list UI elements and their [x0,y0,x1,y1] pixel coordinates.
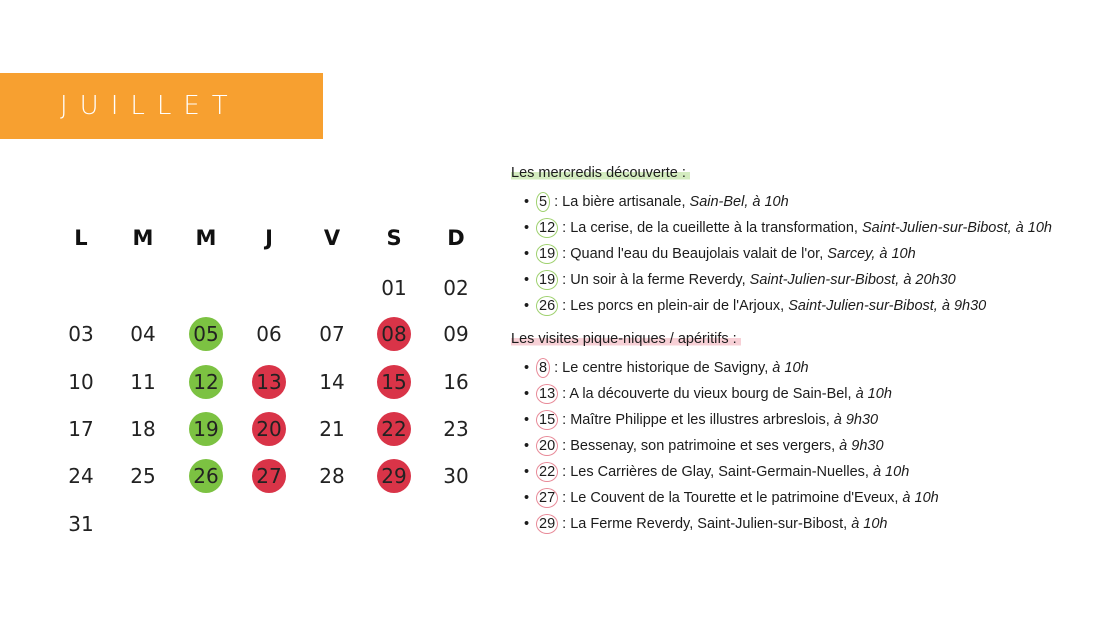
section-title-text: Les visites pique-niques / apéritifs : [511,331,741,347]
event-title: : Les Carrières de Glay, Saint-Germain-Nuelles, [558,464,873,480]
event-detail: Sain-Bel, à 10h [689,194,789,210]
calendar-day [436,366,476,398]
month-title: JUILLET [60,91,240,121]
event-title: : La bière artisanale, [550,194,690,210]
event-day-number: 19 [536,270,558,290]
calendar-day [61,460,101,492]
calendar-day-red [374,413,414,445]
event-day-number: 13 [536,384,558,404]
event-item [524,215,1091,241]
event-day-number: 5 [536,192,550,212]
event-title: : Les porcs en plein-air de l'Arjoux, [558,298,789,314]
day-number: 12 [193,370,219,394]
calendar-day-red [249,460,289,492]
event-item [524,241,1091,267]
day-number: 25 [130,464,156,488]
day-number: 14 [319,370,345,394]
event-detail: à 10h [902,490,939,506]
day-number: 28 [319,464,345,488]
event-day-number: 29 [536,514,558,534]
calendar-day [436,272,476,304]
event-detail: à 10h [872,464,910,480]
event-item [524,355,1091,381]
day-number: 17 [68,417,94,441]
bullet-icon: • [524,194,530,210]
event-title: : Le centre historique de Savigny, [550,360,773,376]
month-banner [0,73,323,139]
bullet-icon: • [524,272,530,288]
day-number: 30 [443,464,469,488]
event-title: : Le Couvent de la Tourette et le patrimoine d'Eveux, [558,490,903,506]
day-number: 31 [68,512,94,536]
event-detail: à 10h [851,516,888,532]
section-title-text: Les mercredis découverte : [511,165,690,181]
events-panel [511,163,1091,547]
event-day-number: 8 [536,358,550,378]
day-number: 26 [193,464,219,488]
day-number: 04 [130,322,156,346]
day-number: 22 [381,417,407,441]
calendar-day-red [374,366,414,398]
calendar-day-green [186,413,226,445]
bullet-icon: • [524,490,530,506]
calendar-day [436,318,476,350]
event-item [524,267,1091,293]
day-number: 01 [381,276,407,300]
event-title: : La cerise, de la cueillette à la transformation, [558,220,862,236]
section-title [511,329,1091,350]
day-number: 07 [319,322,345,346]
weekday-header: M [132,226,154,250]
day-number: 05 [193,322,219,346]
event-title: : Un soir à la ferme Reverdy, [558,272,750,288]
day-number: 21 [319,417,345,441]
event-item [524,433,1091,459]
day-number: 06 [256,322,282,346]
event-item [524,459,1091,485]
section-title [511,163,1091,184]
bullet-icon: • [524,464,530,480]
event-detail: Sarcey, à 10h [827,246,916,262]
bullet-icon: • [524,386,530,402]
calendar-day-red [249,413,289,445]
calendar-day [312,413,352,445]
calendar-day [312,366,352,398]
day-number: 09 [443,322,469,346]
calendar-day [123,413,163,445]
event-list [511,189,1091,319]
bullet-icon: • [524,246,530,262]
event-detail: à 10h [855,386,892,402]
event-day-number: 27 [536,488,558,508]
weekday-header: J [265,226,273,250]
calendar-day [123,460,163,492]
event-day-number: 26 [536,296,558,316]
calendar-day [249,318,289,350]
event-detail: Saint-Julien-sur-Bibost, à 10h [862,220,1052,236]
event-title: : La Ferme Reverdy, Saint-Julien-sur-Bibost, [558,516,852,532]
event-day-number: 19 [536,244,558,264]
day-number: 29 [381,464,407,488]
event-list [511,355,1091,537]
calendar-day-green [186,318,226,350]
calendar-day [436,413,476,445]
calendar-day [312,318,352,350]
calendar-day-red [374,318,414,350]
day-number: 18 [130,417,156,441]
bullet-icon: • [524,516,530,532]
day-number: 24 [68,464,94,488]
calendar-day [123,318,163,350]
event-day-number: 22 [536,462,558,482]
day-number: 16 [443,370,469,394]
calendar-day-red [249,366,289,398]
event-detail: à 9h30 [839,438,884,454]
bullet-icon: • [524,220,530,236]
calendar-day [374,272,414,304]
event-item [524,485,1091,511]
calendar-day-green [186,366,226,398]
weekday-header: V [323,226,341,250]
day-number: 15 [381,370,407,394]
weekday-header: D [447,226,465,250]
day-number: 19 [193,417,219,441]
weekday-header: S [386,226,402,250]
event-title: : Quand l'eau du Beaujolais valait de l'or, [558,246,828,262]
event-day-number: 12 [536,218,558,238]
event-item [524,407,1091,433]
event-item [524,293,1091,319]
calendar-day [61,508,101,540]
weekday-header: M [195,226,217,250]
bullet-icon: • [524,298,530,314]
event-detail: à 9h30 [833,412,879,428]
day-number: 10 [68,370,94,394]
event-title: : A la découverte du vieux bourg de Sain-Bel, [558,386,856,402]
event-title: : Maître Philippe et les illustres arbreslois, [558,412,834,428]
event-detail: Saint-Julien-sur-Bibost, à 20h30 [749,272,956,288]
day-number: 23 [443,417,469,441]
calendar-day [61,318,101,350]
day-number: 13 [256,370,282,394]
event-item [524,189,1091,215]
day-number: 03 [68,322,94,346]
bullet-icon: • [524,412,530,428]
event-detail: Saint-Julien-sur-Bibost, à 9h30 [788,298,987,314]
event-item [524,381,1091,407]
calendar-day [436,460,476,492]
day-number: 20 [256,417,282,441]
event-detail: à 10h [772,360,809,376]
event-day-number: 15 [536,410,558,430]
day-number: 27 [256,464,282,488]
day-number: 02 [443,276,469,300]
calendar-day-red [374,460,414,492]
weekday-header: L [74,226,88,250]
calendar-day [123,366,163,398]
day-number: 08 [381,322,407,346]
calendar-day-green [186,460,226,492]
event-day-number: 20 [536,436,558,456]
calendar-day [312,460,352,492]
event-title: : Bessenay, son patrimoine et ses vergers, [558,438,840,454]
day-number: 11 [130,370,156,394]
event-item [524,511,1091,537]
bullet-icon: • [524,438,530,454]
calendar-day [61,413,101,445]
bullet-icon: • [524,360,530,376]
calendar-day [61,366,101,398]
